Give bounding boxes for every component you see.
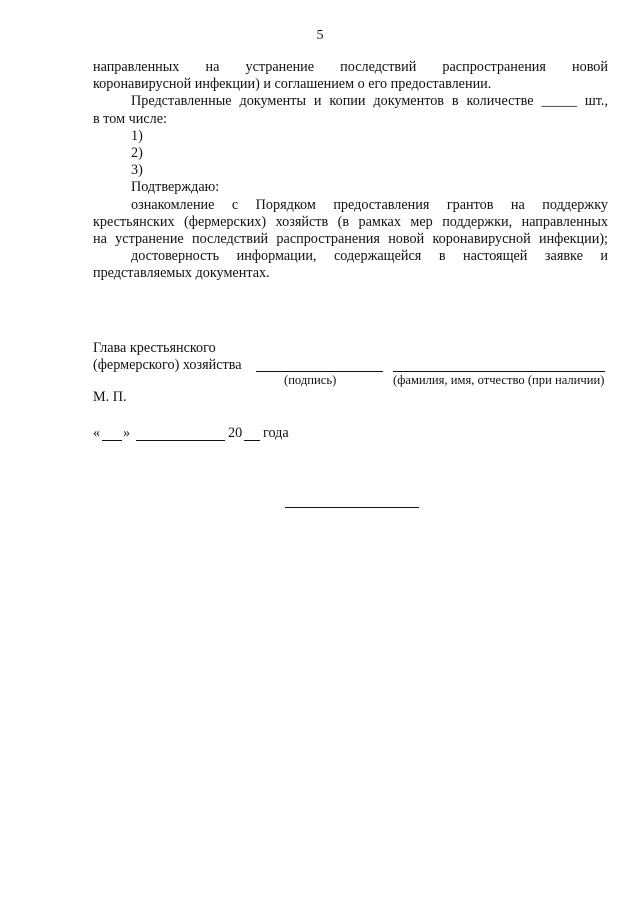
day-blank-line (102, 440, 122, 441)
end-divider (285, 507, 419, 508)
paragraph-line: представляемых документах. (93, 265, 270, 282)
open-quote: « (93, 425, 101, 441)
paragraph-line: крестьянских (фермерских) хозяйств (в рамках мер поддержки, направленных (93, 213, 608, 230)
confirm-label: Подтверждаю: (131, 179, 220, 196)
paragraph-line: достоверность информации, содержащейся в настоящей заявке и (131, 248, 608, 265)
name-field-line (393, 371, 605, 372)
paragraph-line: ознакомление с Порядком предоставления грантов на поддержку (131, 196, 608, 213)
year-prefix: 20 (228, 425, 243, 441)
seal-placeholder: М. П. (93, 389, 127, 405)
paragraph-line: направленных на устранение последствий распространения новой (93, 59, 608, 75)
paragraph-line: Представленные документы и копии документов в количестве _____ шт., (131, 93, 608, 110)
paragraph-line: коронавирусной инфекции) и соглашением о его предоставлении. (93, 76, 492, 93)
page-number: 5 (316, 28, 324, 43)
signature-field-line (256, 371, 383, 372)
list-item: 3) (131, 162, 143, 179)
paragraph-line: на устранение последствий распространения новой коронавирусной инфекции); (93, 231, 608, 248)
signer-title-line2: (фермерского) хозяйства (93, 357, 242, 373)
year-blank-line (244, 440, 260, 441)
paragraph-line: в том числе: (93, 110, 167, 127)
signature-caption: (подпись) (284, 373, 337, 387)
list-item: 2) (131, 145, 143, 162)
list-item: 1) (131, 127, 143, 144)
signer-title-line1: Глава крестьянского (93, 340, 216, 356)
main-text (93, 59, 608, 283)
close-quote: » (123, 425, 131, 441)
year-suffix: года (263, 425, 289, 441)
month-blank-line (136, 440, 225, 441)
name-caption: (фамилия, имя, отчество (при наличии) (393, 373, 605, 387)
